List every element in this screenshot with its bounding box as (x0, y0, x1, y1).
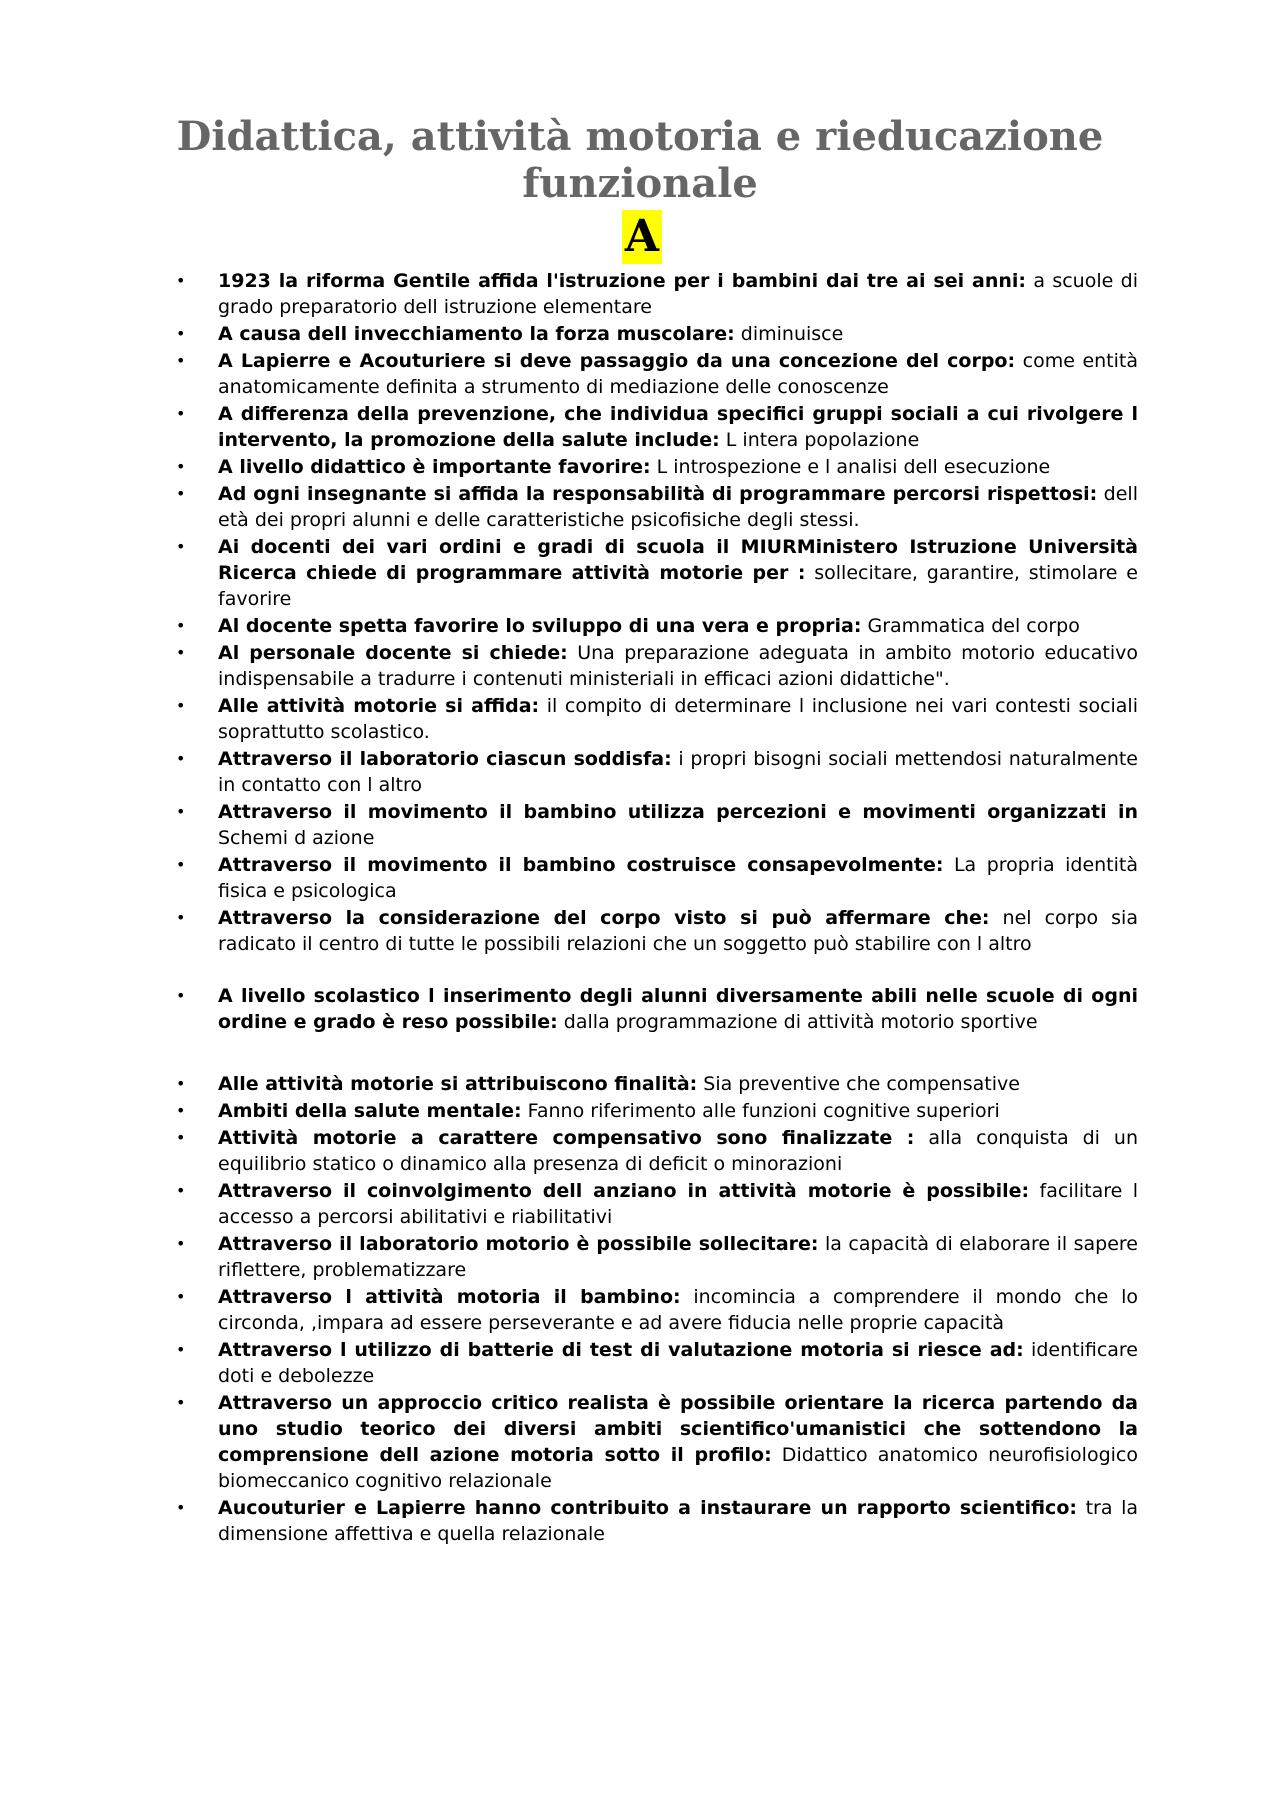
answer-text: La propria identità fisica e psicologica (218, 854, 1138, 902)
bullet-icon: • (176, 404, 186, 423)
list-item (176, 268, 1138, 320)
question-text: Ad ogni insegnante si affida la responsabilità di programmare percorsi rispettosi: (218, 483, 1098, 505)
answer-text: dell età dei propri alunni e delle caratteristiche psicofisiche degli stessi. (218, 483, 1138, 531)
question-text: Alle attività motorie si affida: (218, 695, 540, 717)
answer-text: i propri bisogni sociali mettendosi naturalmente in contatto con l altro (218, 748, 1138, 796)
bullet-icon: • (176, 1234, 186, 1253)
question-text: Attraverso il movimento il bambino utilizza percezioni e movimenti organizzati in (218, 801, 1138, 823)
list-item (176, 1178, 1138, 1230)
bullet-icon: • (176, 1128, 186, 1147)
question-text: Attività motorie a carattere compensativo sono finalizzate : (218, 1127, 915, 1149)
answer-text: sollecitare, garantire, stimolare e favorire (218, 562, 1138, 610)
section-letter-wrap (0, 210, 1280, 264)
answer-text: come entità anatomicamente definita a strumento di mediazione delle conoscenze (218, 350, 1138, 398)
question-text: A livello scolastico l inserimento degli alunni diversamente abili nelle scuole di ogni ordine e grado è reso possibile: (218, 985, 1138, 1033)
answer-text: Grammatica del corpo (861, 615, 1080, 637)
bullet-icon: • (176, 1074, 186, 1093)
question-text: Attraverso il laboratorio motorio è possibile sollecitare: (218, 1233, 819, 1255)
list-item (176, 348, 1138, 400)
answer-text: Didattico anatomico neurofisiologico biomeccanico cognitivo relazionale (218, 1444, 1138, 1492)
answer-text: nel corpo sia radicato il centro di tutte le possibili relazioni che un soggetto può stabilire con l altro (218, 907, 1138, 955)
section-letter-highlight: A (622, 210, 662, 264)
list-item (176, 613, 1138, 639)
question-text: Attraverso un approccio critico realista è possibile orientare la ricerca partendo da uno studio teorico dei diversi ambiti scientifico'umanistici che sottendono la comprensione dell azione motoria sotto il profilo: (218, 1392, 1138, 1466)
list-item (176, 852, 1138, 904)
page-title: Didattica, attività motoria e rieducazione funzionale (176, 113, 1104, 207)
answer-text: diminuisce (734, 323, 844, 345)
answer-text: il compito di determinare l inclusione nei vari contesti sociali soprattutto scolastico. (218, 695, 1138, 743)
question-text: Attraverso l utilizzo di batterie di test di valutazione motoria si riesce ad: (218, 1339, 1024, 1361)
bullet-icon: • (176, 855, 186, 874)
bullet-icon: • (176, 484, 186, 503)
question-text: A Lapierre e Acouturiere si deve passaggio da una concezione del corpo: (218, 350, 1016, 372)
question-text: A differenza della prevenzione, che individua specifici gruppi sociali a cui rivolgere l intervento, la promozione della salute include: (218, 403, 1138, 451)
question-text: Al personale docente si chiede: (218, 642, 568, 664)
answer-text: L introspezione e l analisi dell esecuzione (650, 456, 1051, 478)
bullet-icon: • (176, 324, 186, 343)
bullet-icon: • (176, 908, 186, 927)
question-text: 1923 la riforma Gentile affida l'istruzione per i bambini dai tre ai sei anni: (218, 270, 1026, 292)
list-item (176, 454, 1138, 480)
bullet-icon: • (176, 1287, 186, 1306)
answer-text: facilitare l accesso a percorsi abilitativi e riabilitativi (218, 1180, 1138, 1228)
list-item (176, 321, 1138, 347)
question-text: Ambiti della salute mentale: (218, 1100, 522, 1122)
question-text: Attraverso il movimento il bambino costruisce consapevolmente: (218, 854, 944, 876)
list-item (176, 1495, 1139, 1547)
bullet-icon: • (176, 643, 186, 662)
answer-text: Schemi d azione (218, 827, 375, 849)
bullet-icon: • (176, 271, 186, 290)
answer-text: alla conquista di un equilibrio statico o dinamico alla presenza di deficit o minorazioni (218, 1127, 1138, 1175)
bullet-icon: • (176, 696, 186, 715)
bullet-icon: • (176, 1340, 186, 1359)
list-item (176, 905, 1138, 957)
question-text: Attraverso la considerazione del corpo visto si può affermare che: (218, 907, 990, 929)
question-text: Attraverso l attività motoria il bambino: (218, 1286, 681, 1308)
bullet-icon: • (176, 1181, 186, 1200)
question-text: A livello didattico è importante favorire: (218, 456, 651, 478)
bullet-icon: • (176, 1393, 186, 1412)
answer-text: L intera popolazione (719, 429, 920, 451)
bullet-icon: • (176, 802, 186, 821)
answer-text: incomincia a comprendere il mondo che lo circonda, ,impara ad essere perseverante e ad avere fiducia nelle proprie capacità (218, 1286, 1139, 1334)
bullet-icon: • (176, 986, 186, 1005)
list-item (176, 1390, 1138, 1494)
question-text: Alle attività motorie si attribuiscono finalità: (218, 1073, 698, 1095)
bullet-icon: • (176, 457, 186, 476)
question-text: Attraverso il laboratorio ciascun soddisfa: (218, 748, 672, 770)
list-item (176, 746, 1138, 798)
question-answer-list (176, 268, 1139, 1547)
bullet-icon: • (176, 616, 186, 635)
list-item (176, 799, 1138, 851)
answer-text: la capacità di elaborare il sapere riflettere, problematizzare (218, 1233, 1138, 1281)
question-text: Ai docenti dei vari ordini e gradi di scuola il MIURMinistero Istruzione Università Ricerca chiede di programmare attività motorie per : (218, 536, 1138, 584)
list-item (176, 534, 1138, 612)
bullet-icon: • (176, 537, 186, 556)
list-item (176, 1125, 1138, 1177)
answer-text: tra la dimensione affettiva e quella relazionale (218, 1497, 1139, 1545)
answer-text: a scuole di grado preparatorio dell istruzione elementare (218, 270, 1138, 318)
question-text: A causa dell invecchiamento la forza muscolare: (218, 323, 735, 345)
bullet-icon: • (176, 1498, 186, 1517)
list-item (176, 1284, 1139, 1336)
question-text: Aucouturier e Lapierre hanno contribuito a instaurare un rapporto scientifico: (218, 1497, 1077, 1519)
answer-text: Una preparazione adeguata in ambito motorio educativo indispensabile a tradurre i contenuti ministeriali in efficaci azioni didattiche". (218, 642, 1138, 690)
bullet-icon: • (176, 1101, 186, 1120)
question-text: Al docente spetta favorire lo sviluppo di una vera e propria: (218, 615, 862, 637)
list-item (176, 401, 1138, 453)
answer-text: dalla programmazione di attività motorio sportive (557, 1011, 1038, 1033)
list-item (176, 983, 1138, 1035)
list-item (176, 1337, 1138, 1389)
list-item (176, 693, 1138, 745)
bullet-icon: • (176, 749, 186, 768)
list-item (176, 1071, 1138, 1097)
list-item (176, 481, 1138, 533)
question-text: Attraverso il coinvolgimento dell anziano in attività motorie è possibile: (218, 1180, 1030, 1202)
list-item (176, 640, 1138, 692)
list-item (176, 1098, 1138, 1124)
list-item (176, 1231, 1138, 1283)
answer-text: Sia preventive che compensative (697, 1073, 1020, 1095)
answer-text: Fanno riferimento alle funzioni cognitive superiori (521, 1100, 1000, 1122)
answer-text: identificare doti e debolezze (218, 1339, 1138, 1387)
bullet-icon: • (176, 351, 186, 370)
